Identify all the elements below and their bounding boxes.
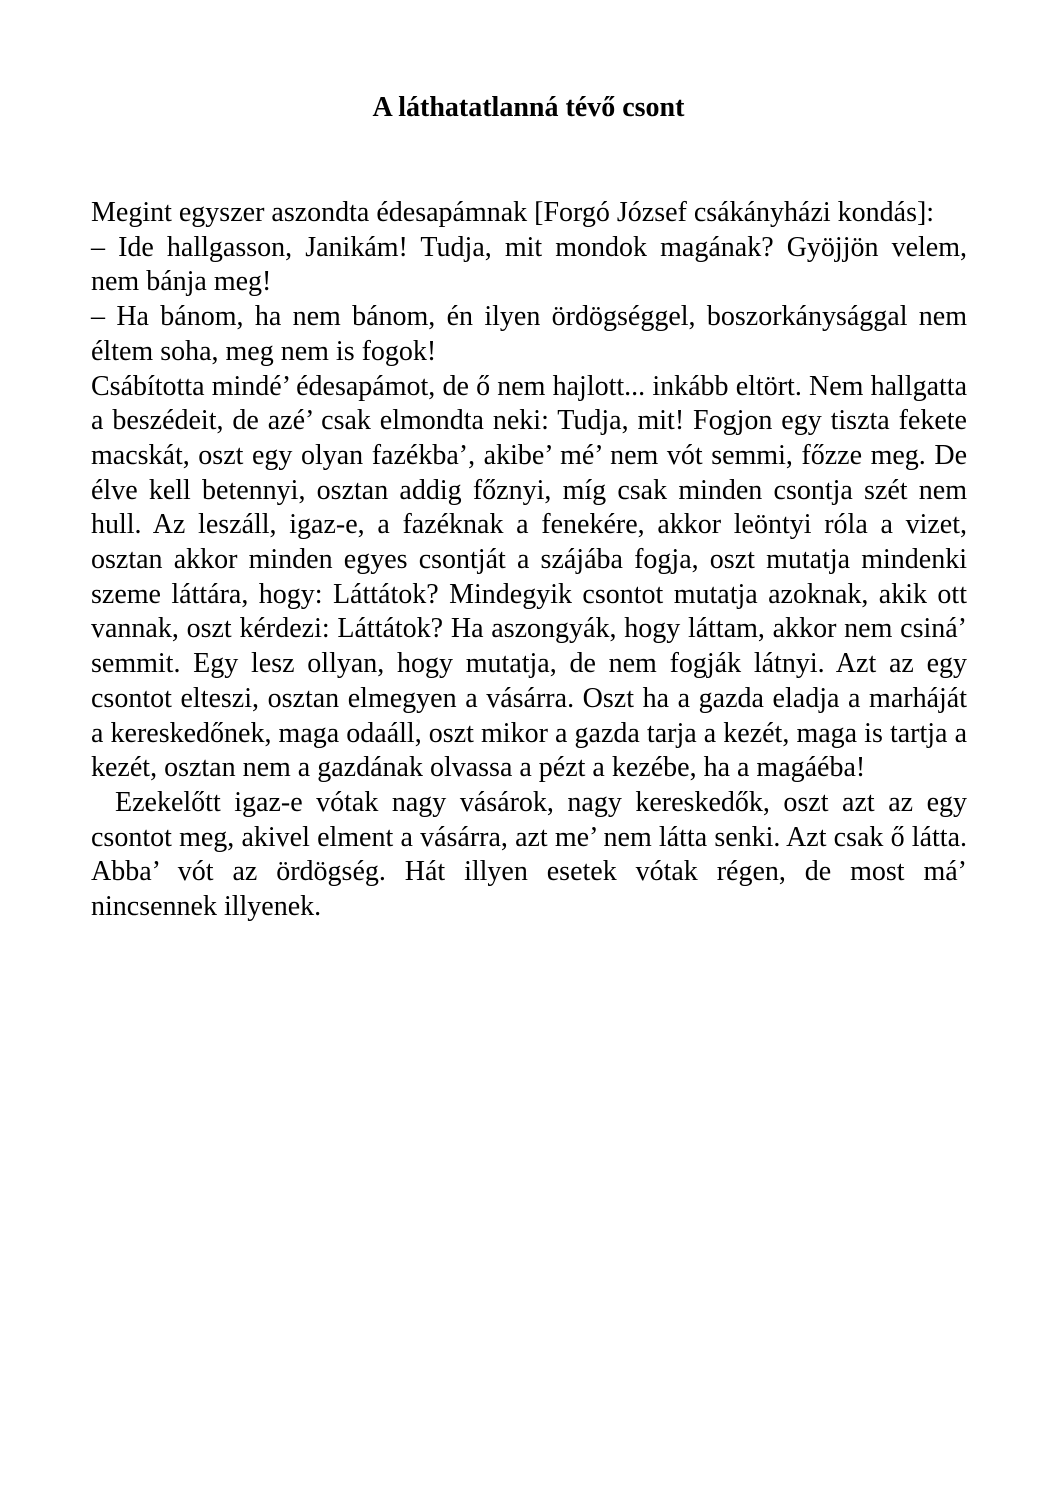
- paragraph-intro: Megint egyszer aszondta édesapámnak [Forgó József csákányházi kondás]:: [91, 197, 935, 228]
- paragraph-dialogue-2: – Ha bánom, ha nem bánom, én ilyen ördögséggel, boszorkánysággal nem éltem soha, meg nem is fogok!: [91, 301, 967, 367]
- paragraph-dialogue-1: – Ide hallgasson, Janikám! Tudja, mit mondok magának? Gyöjjön velem, nem bánja meg!: [91, 231, 967, 298]
- paragraph-main: Csábította mindé’ édesapámot, de ő nem hajlott... inkább eltört. Nem hallgatta a beszédeit, de azé’ csak elmondta neki: Tudja, mit! Fogjon egy tiszta fekete macskát, oszt egy olyan fazékba’, akibe’ mé’ nem vót semmi, főzze meg. De élve kell betennyi, osztan addig főznyi, míg csak minden csontja szét nem hull. Az leszáll, igaz-e, a fazéknak a fenekére, akkor leöntyi róla a vizet, osztan akkor minden egyes csontját a szájába fogja, oszt mutatja mindenki szeme láttára, hogy: Láttátok? Mindegyik csontot mutatja azoknak, akik ott vannak, oszt kérdezi: Láttátok? Ha aszongyák, hogy láttam, akkor nem csiná’ semmit. Egy lesz ollyan, hogy mutatja, de nem fogják látnyi. Azt az egy csontot elteszi, osztan elmegyen a vásárra. Oszt ha a gazda eladja a marháját a kereskedőnek, maga odaáll, oszt mikor a gazda tarja a kezét, maga is tartja a kezét, osztan nem a gazdának olvassa a pézt a kezébe, ha a magáéba!: [91, 370, 967, 784]
- page-title: A láthatatlanná tévő csont: [372, 92, 685, 123]
- story-body: [91, 196, 967, 925]
- paragraph-closing: Ezekelőtt igaz-e vótak nagy vásárok, nagy kereskedők, oszt azt az egy csontot meg, akivel elment a vásárra, azt me’ nem látta senki. Azt csak ő látta. Abba’ vót az ördögség. Hát illyen esetek vótak régen, de most má’ nincsennek illyenek.: [91, 786, 967, 923]
